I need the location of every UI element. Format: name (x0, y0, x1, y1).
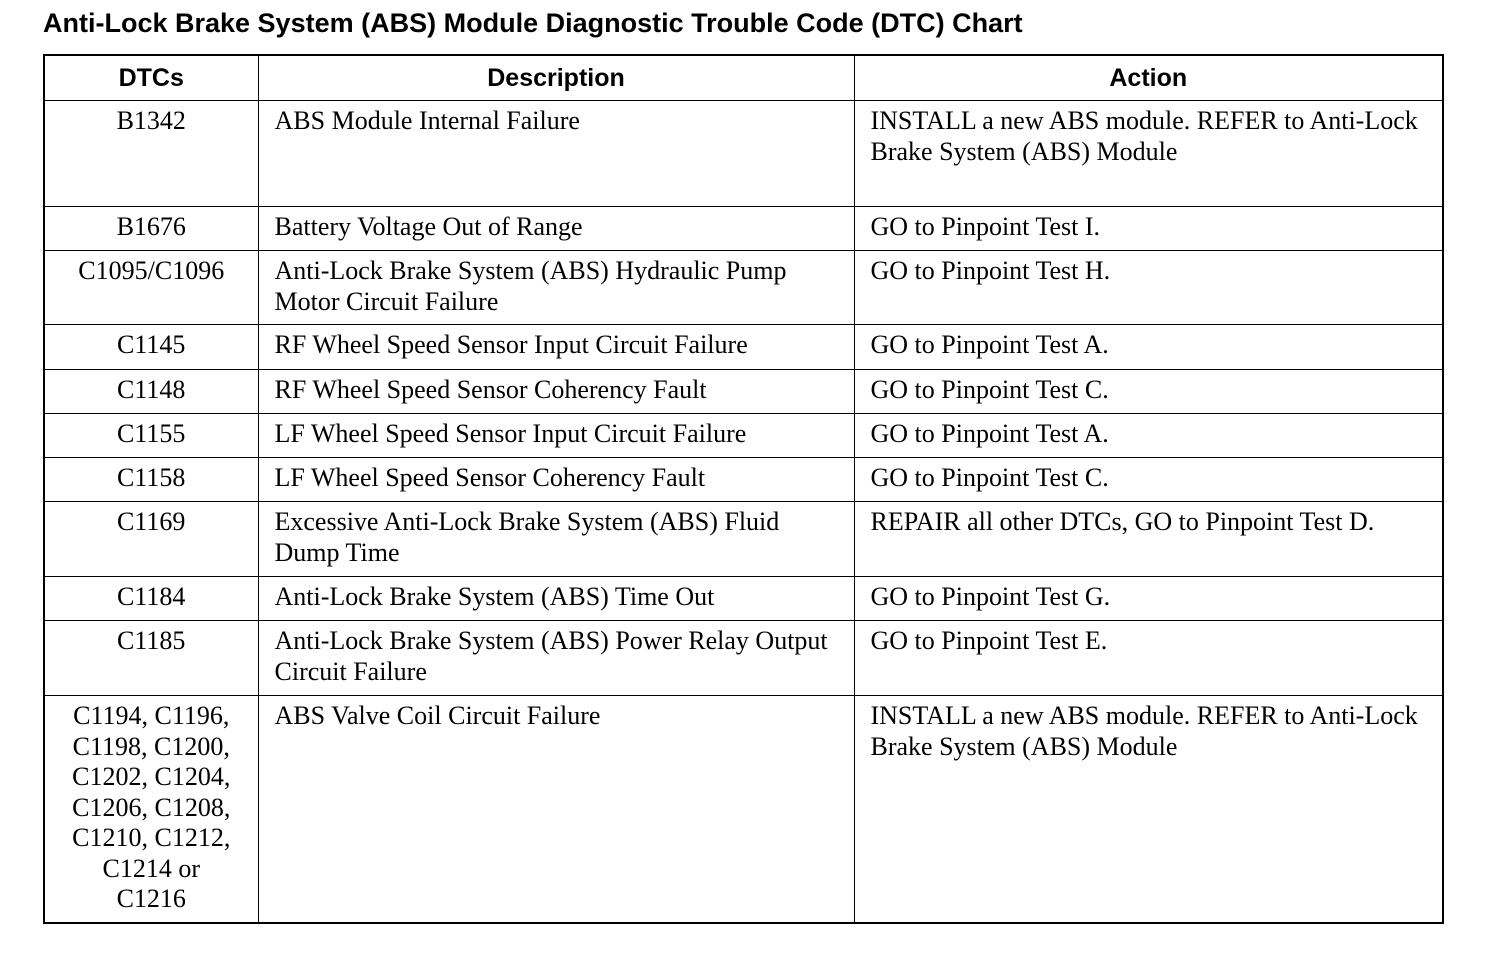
dtc-code-line: C1145 (117, 330, 186, 359)
description-cell: LF Wheel Speed Sensor Input Circuit Failure (258, 414, 854, 458)
action-cell: REPAIR all other DTCs, GO to Pinpoint Test D. (854, 502, 1443, 577)
description-cell: LF Wheel Speed Sensor Coherency Fault (258, 458, 854, 502)
document-title: Anti-Lock Brake System (ABS) Module Diagnostic Trouble Code (DTC) Chart (43, 8, 1023, 38)
table-row (44, 414, 1443, 458)
action-cell: GO to Pinpoint Test C. (854, 370, 1443, 414)
table-header-row (44, 55, 1443, 101)
action-cell: GO to Pinpoint Test E. (854, 621, 1443, 696)
dtc-cell (44, 207, 258, 251)
dtc-cell (44, 325, 258, 370)
dtc-cell (44, 621, 258, 696)
table-row (44, 458, 1443, 502)
table-row (44, 251, 1443, 325)
table-row (44, 370, 1443, 414)
dtc-codes (53, 256, 250, 287)
description-cell: RF Wheel Speed Sensor Coherency Fault (258, 370, 854, 414)
action-cell: GO to Pinpoint Test H. (854, 251, 1443, 325)
dtc-codes (53, 582, 250, 613)
dtc-cell (44, 696, 258, 923)
dtc-codes (53, 507, 250, 538)
dtc-codes (53, 375, 250, 406)
dtc-cell (44, 251, 258, 325)
dtc-cell (44, 577, 258, 621)
dtc-codes (53, 419, 250, 450)
table-row (44, 207, 1443, 251)
table-row (44, 101, 1443, 207)
description-cell: Excessive Anti-Lock Brake System (ABS) Fluid Dump Time (258, 502, 854, 577)
dtc-table (43, 54, 1444, 924)
dtc-code-line: C1185 (117, 626, 186, 655)
dtc-code-line: C1216 (116, 884, 186, 913)
dtc-codes (53, 701, 250, 915)
action-cell: INSTALL a new ABS module. REFER to Anti-Lock Brake System (ABS) Module (854, 101, 1443, 207)
dtc-codes (53, 626, 250, 657)
dtc-code-line: B1342 (116, 106, 186, 135)
dtc-code-line: C1155 (117, 419, 186, 448)
dtc-code-line: C1202, C1204, (72, 762, 231, 791)
action-cell: GO to Pinpoint Test C. (854, 458, 1443, 502)
description-cell: Anti-Lock Brake System (ABS) Power Relay Output Circuit Failure (258, 621, 854, 696)
action-cell: GO to Pinpoint Test G. (854, 577, 1443, 621)
header-dtcs: DTCs (44, 55, 258, 101)
dtc-code-line: C1198, C1200, (72, 731, 230, 761)
dtc-code-line: C1210, C1212, (72, 823, 231, 852)
dtc-cell (44, 458, 258, 502)
table-row (44, 621, 1443, 696)
description-cell: RF Wheel Speed Sensor Input Circuit Failure (258, 325, 854, 370)
table-row (44, 577, 1443, 621)
dtc-codes (53, 463, 250, 494)
dtc-cell (44, 414, 258, 458)
dtc-cell (44, 502, 258, 577)
dtc-code-line: C1148 (117, 375, 186, 404)
dtc-code-line: C1194, C1196, (73, 701, 230, 730)
dtc-code-line: C1169 (117, 507, 186, 536)
header-action: Action (854, 55, 1443, 101)
dtc-cell (44, 370, 258, 414)
header-description: Description (258, 55, 854, 101)
dtc-codes (53, 212, 250, 243)
description-cell: Anti-Lock Brake System (ABS) Hydraulic Pump Motor Circuit Failure (258, 251, 854, 325)
action-cell: GO to Pinpoint Test A. (854, 325, 1443, 370)
dtc-code-line: C1095/C1096 (78, 256, 225, 285)
dtc-code-line: C1158 (117, 463, 186, 492)
description-cell: ABS Module Internal Failure (258, 101, 854, 207)
table-row (44, 696, 1443, 923)
action-cell: GO to Pinpoint Test I. (854, 207, 1443, 251)
description-cell: Battery Voltage Out of Range (258, 207, 854, 251)
description-cell: ABS Valve Coil Circuit Failure (258, 696, 854, 923)
dtc-code-line: C1206, C1208, (72, 792, 231, 822)
table-row (44, 325, 1443, 370)
action-cell: GO to Pinpoint Test A. (854, 414, 1443, 458)
table-body (44, 101, 1443, 923)
dtc-code-line: C1184 (117, 582, 186, 611)
dtc-code-line: C1214 or (102, 853, 200, 883)
description-cell: Anti-Lock Brake System (ABS) Time Out (258, 577, 854, 621)
action-cell: INSTALL a new ABS module. REFER to Anti-Lock Brake System (ABS) Module (854, 696, 1443, 923)
dtc-codes (53, 330, 250, 361)
dtc-code-line: B1676 (116, 212, 186, 241)
table-row (44, 502, 1443, 577)
dtc-cell (44, 101, 258, 207)
dtc-codes (53, 106, 250, 137)
